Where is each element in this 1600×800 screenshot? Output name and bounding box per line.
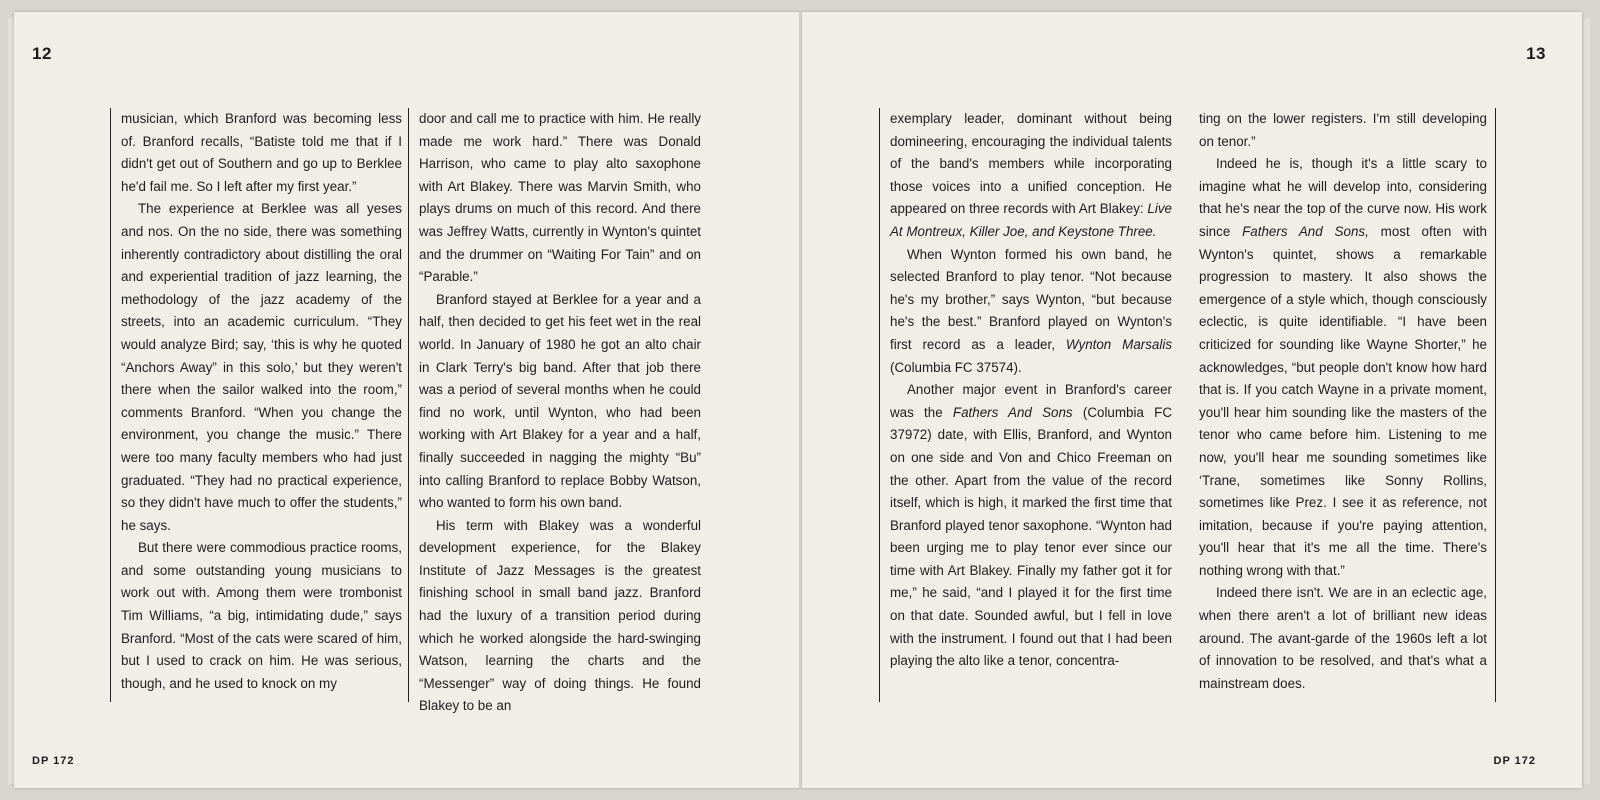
paragraph: Indeed there isn't. We are in an eclectic age, when there aren't a lot of brilliant new ideas around. The avant-garde of the 1960s left a lot of innovation to be resolved, and that's what a mainstream does.	[1199, 585, 1487, 691]
right-page-edge	[1584, 18, 1590, 784]
page-number-right: 13	[1526, 44, 1546, 63]
paragraph: But there were commodious practice rooms, and some outstanding young musicians to work out with. Among them were trombonist Tim Williams, “a big, intimidating dude,” says Branford. “Most of the cats were scared of him, but I used to crack on him. He was serious, though, and he used to knock on my	[121, 540, 402, 691]
left-column-1	[110, 108, 402, 702]
right-column-2	[1199, 108, 1496, 702]
footer-catalog-right: DP 172	[1493, 755, 1536, 767]
right-column-1	[879, 108, 1172, 702]
right-page	[802, 12, 1582, 788]
paragraph: Indeed he is, though it's a little scary to imagine what he will develop into, considering that he's near the top of the curve now. His work since Fathers And Sons, most often with Wynton's quintet, shows a remarkable progression to mastery. It also shows the emergence of a style which, though consciously eclectic, is quite identifiable. “I have been criticized for sounding like Wayne Shorter,” he acknowledges, “but people don't know how hard that is. If you catch Wayne in a private moment, you'll hear him sounding like the masters of the tenor who came before him. Listening to me now, you'll hear me sounding sometimes like ‘Trane, sometimes like Sonny Rollins, sometimes like Prez. I see it as reference, not imitation, because if you're paying attention, you'll hear that it's me all the time. There's nothing wrong with that.”	[1199, 156, 1487, 578]
paragraph: musician, which Branford was becoming less of. Branford recalls, “Batiste told me that if I didn't get out of Southern and go up to Berklee he'd fail me. So I left after my first year.”	[121, 111, 402, 194]
paragraph: The experience at Berklee was all yeses and nos. On the no side, there was something inherently contradictory about distilling the oral and experiential tradition of jazz learning, the methodology of the jazz academy of the streets, into an academic curriculum. “They would analyze Bird; say, ‘this is why he quoted “Anchors Away” in this solo,’ but they weren't there when the sailor walked into the room,” comments Branford. “When you change the environment, you change the music.” There were too many faculty members who had just graduated. “They had no practical experience, so they didn't have much to offer the students,” he says.	[121, 201, 402, 533]
footer-catalog-left: DP 172	[32, 755, 75, 767]
paragraph: When Wynton formed his own band, he selected Branford to play tenor. “Not because he's my brother,” says Wynton, “but because he's the best.” Branford played on Wynton's first record as a leader, Wynton Marsalis (Columbia FC 37574).	[890, 246, 1173, 375]
paragraph: exemplary leader, dominant without being domineering, encouraging the individual talents of the band's members while incorporating those voices into a unified conception. He appeared on three records with Art Blakey: Live At Montreux, Killer Joe, and Keystone Three.	[890, 111, 1172, 239]
left-page	[14, 12, 800, 788]
paragraph: ting on the lower registers. I'm still developing on tenor.”	[1199, 111, 1487, 149]
left-column-2	[408, 108, 701, 714]
page-number-left: 12	[32, 44, 52, 63]
paragraph: door and call me to practice with him. He really made me work hard.” There was Donald Harrison, who came to play alto saxophone with Art Blakey. There was Marvin Smith, who plays drums on much of this record. And there was Jeffrey Watts, currently in Wynton's quintet and the drummer on “Waiting For Tain” and on “Parable.”	[419, 111, 701, 285]
paragraph: Branford stayed at Berklee for a year and a half, then decided to get his feet wet in the real world. In January of 1980 he got an alto chair in Clark Terry's big band. After that job there was a period of several months when he could find no work, until Wynton, who had been working with Art Blakey for a year and a half, finally succeeded in nagging the mighty “Bu” into calling Branford to replace Bobby Watson, who wanted to form his own band.	[419, 291, 701, 511]
paragraph: His term with Blakey was a wonderful development experience, for the Blakey Institute of Jazz Messages is the greatest finishing school in small band jazz. Branford had the luxury of a transition period during which he worked alongside the hard-swinging Watson, learning the charts and the “Messenger” way of doing things. He found Blakey to be an	[419, 517, 701, 714]
paragraph: Another major event in Branford's career was the Fathers And Sons (Columbia FC 37972) date, with Ellis, Branford, and Wynton on one side and Von and Chico Freeman on the other. Apart from the value of the record itself, which is high, it marked the first time that Branford played tenor saxophone. “Wynton had been urging me to play tenor ever since our time with Art Blakey. Finally my father got it for me,” he said, “and I played it for the first time on that date. Sounded awful, but I fell in love with the instrument. I found out that I had been playing the alto like a tenor, concentra-	[890, 382, 1172, 669]
